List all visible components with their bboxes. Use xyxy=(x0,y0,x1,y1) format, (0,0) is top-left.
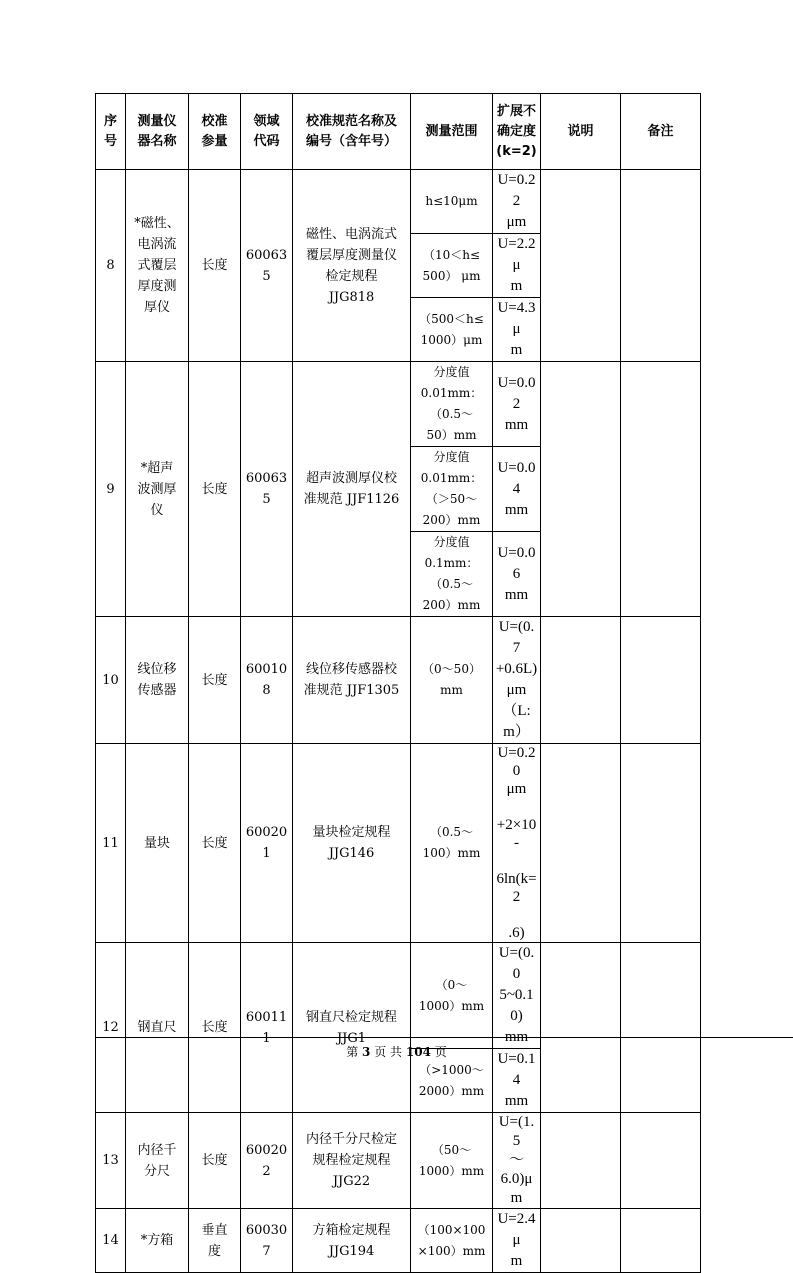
cell-instrument-name: *方箱 xyxy=(126,1209,189,1273)
cell-parameter: 长度 xyxy=(189,744,241,943)
cell-range: h≤10μm xyxy=(411,170,493,234)
cell-uncertainty: U=0.14 mm xyxy=(493,1049,541,1113)
cell-uncertainty: U=(1.5 ～ 6.0)μm xyxy=(493,1113,541,1209)
header-param: 校准 参量 xyxy=(189,94,241,170)
cell-specification: 线位移传感器校 准规范 JJF1305 xyxy=(293,617,411,744)
cell-field-code: 60011 1 xyxy=(241,943,293,1113)
cell-parameter: 垂直 度 xyxy=(189,1209,241,1273)
cell-note xyxy=(621,744,701,943)
cell-specification: 超声波测厚仪校 准规范 JJF1126 xyxy=(293,362,411,617)
cell-note xyxy=(621,617,701,744)
cell-specification: 磁性、电涡流式 覆层厚度测量仪 检定规程 JJG818 xyxy=(293,170,411,362)
page-footer xyxy=(0,1043,793,1060)
cell-instrument-name: *磁性、 电涡流 式覆层 厚度测 厚仪 xyxy=(126,170,189,362)
header-spec: 校准规范名称及 编号（含年号） xyxy=(293,94,411,170)
cell-seq: 11 xyxy=(96,744,126,943)
cell-seq: 12 xyxy=(96,943,126,1113)
cell-specification: 方箱检定规程 JJG194 xyxy=(293,1209,411,1273)
cell-seq: 10 xyxy=(96,617,126,744)
cell-range: 分度值 0.01mm： （0.5～ 50）mm xyxy=(411,362,493,447)
cell-parameter: 长度 xyxy=(189,362,241,617)
table-row xyxy=(96,744,701,943)
header-description: 说明 xyxy=(541,94,621,170)
cell-parameter: 长度 xyxy=(189,943,241,1113)
current-page-number: 3 xyxy=(362,1045,371,1059)
cell-uncertainty: U=4.3μ m xyxy=(493,298,541,362)
cell-uncertainty: U=0.06 mm xyxy=(493,532,541,617)
cell-instrument-name: *超声 波测厚 仪 xyxy=(126,362,189,617)
cell-uncertainty: U=2.4μ m xyxy=(493,1209,541,1273)
table-row xyxy=(96,1113,701,1209)
header-name: 测量仪 器名称 xyxy=(126,94,189,170)
footer-mid: 页 共 xyxy=(374,1045,403,1059)
header-row xyxy=(96,94,701,170)
cell-description xyxy=(541,943,621,1113)
table-row xyxy=(96,617,701,744)
cell-description xyxy=(541,617,621,744)
table-row xyxy=(96,170,701,234)
cell-range: （0～50） mm xyxy=(411,617,493,744)
footer-suffix: 页 xyxy=(434,1045,447,1059)
cell-uncertainty: U=2.2μ m xyxy=(493,234,541,298)
cell-parameter: 长度 xyxy=(189,170,241,362)
cell-note xyxy=(621,170,701,362)
table-row xyxy=(96,1209,701,1273)
cell-instrument-name: 线位移 传感器 xyxy=(126,617,189,744)
cell-instrument-name: 内径千 分尺 xyxy=(126,1113,189,1209)
cell-seq: 14 xyxy=(96,1209,126,1273)
cell-field-code: 60030 7 xyxy=(241,1209,293,1273)
cell-seq: 8 xyxy=(96,170,126,362)
cell-specification: 量块检定规程 JJG146 xyxy=(293,744,411,943)
cell-range: （100×100 ×100）mm xyxy=(411,1209,493,1273)
cell-instrument-name: 钢直尺 xyxy=(126,943,189,1113)
footer-prefix: 第 xyxy=(346,1045,359,1059)
cell-field-code: 60020 1 xyxy=(241,744,293,943)
cell-range: 分度值 0.1mm： （0.5～ 200）mm xyxy=(411,532,493,617)
cell-description xyxy=(541,362,621,617)
cell-field-code: 60010 8 xyxy=(241,617,293,744)
header-code: 领域 代码 xyxy=(241,94,293,170)
header-uncertainty: 扩展不 确定度 (k=2) xyxy=(493,94,541,170)
cell-note xyxy=(621,943,701,1113)
header-note: 备注 xyxy=(621,94,701,170)
header-seq: 序 号 xyxy=(96,94,126,170)
cell-specification: 钢直尺检定规程 JJG1 xyxy=(293,943,411,1113)
cell-range: （0.5～ 100）mm xyxy=(411,744,493,943)
cell-note xyxy=(621,362,701,617)
cell-note xyxy=(621,1113,701,1209)
cell-description xyxy=(541,1113,621,1209)
cell-field-code: 60063 5 xyxy=(241,362,293,617)
cell-parameter: 长度 xyxy=(189,1113,241,1209)
cell-instrument-name: 量块 xyxy=(126,744,189,943)
cell-range: （50～ 1000）mm xyxy=(411,1113,493,1209)
cell-seq: 9 xyxy=(96,362,126,617)
cell-description xyxy=(541,744,621,943)
table-row xyxy=(96,362,701,447)
cell-range: （>1000～ 2000）mm xyxy=(411,1049,493,1113)
cell-uncertainty: U=0.20 μm +2×10- 6ln(k=2 .6) xyxy=(493,744,541,943)
cell-description xyxy=(541,170,621,362)
cell-uncertainty: U=(0.7 +0.6L) μm （L:m） xyxy=(493,617,541,744)
cell-uncertainty: U=0.22 μm xyxy=(493,170,541,234)
cell-specification: 内径千分尺检定 规程检定规程 JJG22 xyxy=(293,1113,411,1209)
cell-uncertainty: U=0.04 mm xyxy=(493,447,541,532)
cell-range: 分度值 0.01mm： （＞50～ 200）mm xyxy=(411,447,493,532)
cell-range: （500＜h≤ 1000）μm xyxy=(411,298,493,362)
cell-uncertainty: U=0.02 mm xyxy=(493,362,541,447)
footer-divider xyxy=(95,1037,793,1038)
cell-description xyxy=(541,1209,621,1273)
cell-seq: 13 xyxy=(96,1113,126,1209)
cell-field-code: 60020 2 xyxy=(241,1113,293,1209)
cell-parameter: 长度 xyxy=(189,617,241,744)
table-row xyxy=(96,943,701,1049)
cell-field-code: 60063 5 xyxy=(241,170,293,362)
calibration-table xyxy=(95,93,701,1273)
cell-uncertainty: U=(0.0 5~0.10) mm xyxy=(493,943,541,1049)
cell-range: （0～ 1000）mm xyxy=(411,943,493,1049)
header-range: 测量范围 xyxy=(411,94,493,170)
total-pages-number: 104 xyxy=(405,1045,431,1059)
cell-range: （10＜h≤ 500） μm xyxy=(411,234,493,298)
cell-note xyxy=(621,1209,701,1273)
